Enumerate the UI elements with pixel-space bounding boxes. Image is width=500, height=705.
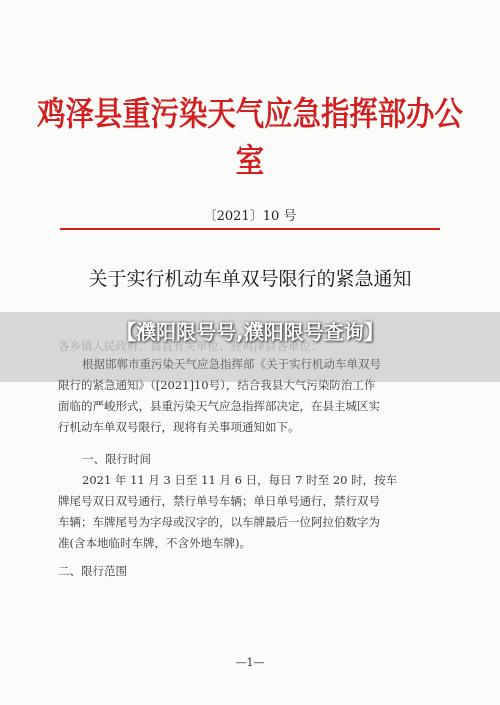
article-title-overlay: 【濮阳限号号,濮阳限号查询】 [116,320,384,344]
page-number: —1— [235,656,265,669]
paragraph-line: 2021 年 11 月 3 日至 11 月 6 日，每日 7 时至 20 时，按车 [82,473,398,487]
issuing-office-title: 鸡泽县重污染天气应急指挥部办公室 [37,94,463,180]
paragraph-line: 准(含本地临时车牌，不含外地车牌)。 [58,536,251,550]
paragraph-line: 根据邯郸市重污染天气应急指挥部《关于实行机动车单双号 [82,357,381,371]
section-heading: 二、限行范围 [58,564,127,578]
paragraph-line: 牌尾号双日双号通行，禁行单号车辆；单日单号通行，禁行双号 [58,494,380,508]
paragraph-line: 车辆；车牌尾号为字母或汉字的，以车牌最后一位阿拉伯数字为 [58,515,380,529]
red-divider-line [60,228,440,230]
document-number: 〔2021〕10 号 [203,209,297,224]
recipient-line: 各乡镇人民政府、县直有关单位、驻鸡泽县各单位： [58,339,323,353]
notice-title: 关于实行机动车单双号限行的紧急通知 [88,268,412,290]
paragraph-line: 限行的紧急通知》（[2021]10号），结合我县大气污染防治工作 [58,378,376,392]
section-heading: 一、限行时间 [82,452,151,466]
paragraph-line: 行机动车单双号限行，现将有关事项通知如下。 [58,420,300,434]
paragraph-line: 面临的严峻形式，县重污染天气应急指挥部决定，在县主城区实 [58,399,380,413]
